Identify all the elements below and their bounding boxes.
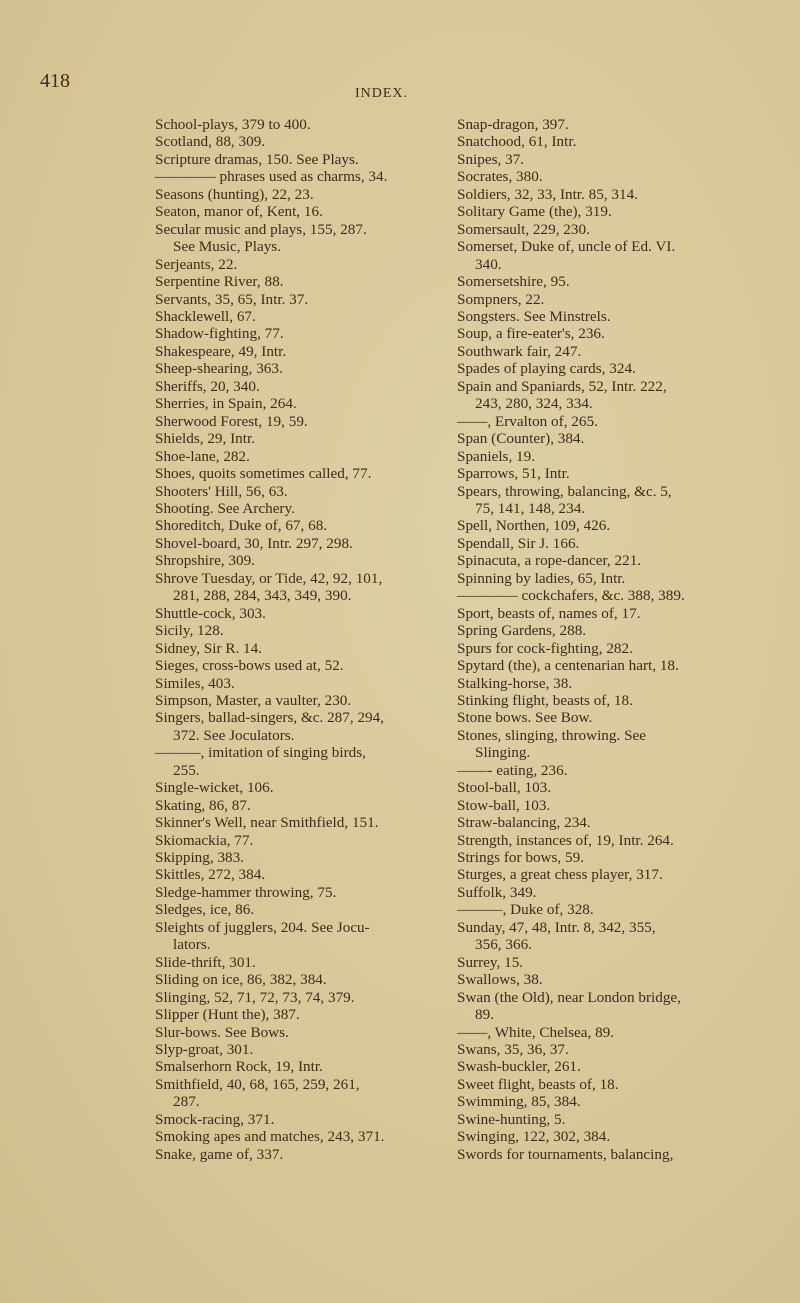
index-entry-line: Scripture dramas, 150. See Plays. — [155, 150, 359, 168]
index-entry-line: Soldiers, 32, 33, Intr. 85, 314. — [457, 185, 638, 203]
index-entry-line: Shrove Tuesday, or Tide, 42, 92, 101, — [155, 569, 383, 587]
index-entry-line: Shovel-board, 30, Intr. 297, 298. — [155, 534, 353, 552]
index-entry-line: Secular music and plays, 155, 287. — [155, 220, 367, 238]
index-column-left — [155, 116, 455, 1163]
index-entry-line: Seaton, manor of, Kent, 16. — [155, 203, 323, 221]
index-entry-line: 75, 141, 148, 234. — [475, 499, 586, 517]
index-entry-line: Smoking apes and matches, 243, 371. — [155, 1128, 385, 1146]
index-entry-line: Sompners, 22. — [457, 290, 545, 308]
index-entry-line: Sparrows, 51, Intr. — [457, 465, 570, 483]
index-entry-line: Shooters' Hill, 56, 63. — [155, 482, 288, 500]
index-entry-line: Soup, a fire-eater's, 236. — [457, 325, 605, 343]
index-entry-line: Sidney, Sir R. 14. — [155, 639, 263, 657]
index-entry-line: Sliding on ice, 86, 382, 384. — [155, 971, 327, 989]
index-entry-line: ——, White, Chelsea, 89. — [457, 1023, 615, 1041]
index-entry-line: Shakespeare, 49, Intr. — [155, 342, 287, 360]
index-entry-line: Sweet flight, beasts of, 18. — [457, 1075, 619, 1093]
index-entry-line: Slyp-groat, 301. — [155, 1041, 254, 1059]
index-entry-line: Sledges, ice, 86. — [155, 901, 255, 919]
index-entry-line: 340. — [475, 255, 502, 273]
index-entry-line: Smithfield, 40, 68, 165, 259, 261, — [155, 1075, 360, 1093]
index-entry-line: Swans, 35, 36, 37. — [457, 1041, 569, 1059]
index-entry-line: Sledge-hammer throwing, 75. — [155, 883, 337, 901]
index-entry-line: Sport, beasts of, names of, 17. — [457, 604, 641, 622]
index-entry-line: Sheriffs, 20, 340. — [155, 377, 260, 395]
index-entry-line: Swine-hunting, 5. — [457, 1110, 566, 1128]
index-entry-line: Spytard (the), a centenarian hart, 18. — [457, 657, 679, 675]
index-entry-line: 255. — [173, 761, 200, 779]
index-entry-line: Snake, game of, 337. — [155, 1145, 284, 1163]
index-entry-line: Similes, 403. — [155, 674, 235, 692]
index-entry-line: Singers, ballad-singers, &c. 287, 294, — [155, 709, 385, 727]
index-entry-line: Shields, 29, Intr. — [155, 430, 255, 448]
index-entry-line: Spinning by ladies, 65, Intr. — [457, 569, 626, 587]
index-entry-line: Snatchood, 61, Intr. — [457, 133, 577, 151]
index-entry-line: Somersetshire, 95. — [457, 273, 570, 291]
index-entry-line: Solitary Game (the), 319. — [457, 203, 612, 221]
index-entry-line: Sherwood Forest, 19, 59. — [155, 412, 308, 430]
index-entry-line: Spinacuta, a rope-dancer, 221. — [457, 552, 642, 570]
index-entry-line: Shooting. See Archery. — [155, 499, 295, 517]
index-entry-line: Swinging, 122, 302, 384. — [457, 1128, 611, 1146]
index-entry-line: 356, 366. — [475, 936, 532, 954]
index-entry-line: Stool-ball, 103. — [457, 779, 552, 797]
index-entry-line: Skittles, 272, 384. — [155, 866, 266, 884]
index-entry-line: ———— phrases used as charms, 34. — [155, 168, 388, 186]
index-entry-line: 243, 280, 324, 334. — [475, 395, 593, 413]
index-entry-line: Spell, Northen, 109, 426. — [457, 517, 611, 535]
index-entry-line: Sieges, cross-bows used at, 52. — [155, 657, 344, 675]
index-entry-line: School-plays, 379 to 400. — [155, 116, 311, 133]
index-entry-line: Sleights of jugglers, 204. See Jocu- — [155, 918, 370, 936]
index-entry-line: Single-wicket, 106. — [155, 779, 274, 797]
index-entry-line: Strings for bows, 59. — [457, 849, 584, 867]
index-entry-line: 281, 288, 284, 343, 349, 390. — [173, 587, 352, 605]
index-entry-line: Slipper (Hunt the), 387. — [155, 1006, 300, 1024]
index-entry-line: Shropshire, 309. — [155, 552, 255, 570]
index-entry-line: Sunday, 47, 48, Intr. 8, 342, 355, — [457, 918, 656, 936]
index-entry-line: Shacklewell, 67. — [155, 307, 256, 325]
index-entry-line: Swallows, 38. — [457, 971, 543, 989]
index-entry-line: Somersault, 229, 230. — [457, 220, 590, 238]
index-entry-line: Songsters. See Minstrels. — [457, 307, 611, 325]
index-entry-line: 372. See Joculators. — [173, 726, 295, 744]
index-entry-line: Swimming, 85, 384. — [457, 1093, 581, 1111]
index-entry-line: Shuttle-cock, 303. — [155, 604, 266, 622]
index-entry-line: Somerset, Duke of, uncle of Ed. VI. — [457, 238, 676, 256]
index-entry-line: Spades of playing cards, 324. — [457, 360, 636, 378]
index-entry-line: ———, imitation of singing birds, — [155, 744, 366, 762]
index-entry-line: Swords for tournaments, balancing, — [457, 1145, 674, 1163]
index-entry-line: Suffolk, 349. — [457, 883, 537, 901]
page-number: 418 — [40, 70, 70, 92]
index-entry-line: Seasons (hunting), 22, 23. — [155, 185, 314, 203]
index-entry-line: Snipes, 37. — [457, 150, 525, 168]
index-entry-line: Skinner's Well, near Smithfield, 151. — [155, 814, 379, 832]
index-entry-line: Serpentine River, 88. — [155, 273, 284, 291]
index-column-right — [457, 116, 777, 1163]
index-entry-line: Servants, 35, 65, Intr. 37. — [155, 290, 309, 308]
index-entry-line: Southwark fair, 247. — [457, 342, 582, 360]
index-entry-line: ——- eating, 236. — [457, 761, 568, 779]
index-entry-line: Skiomackia, 77. — [155, 831, 254, 849]
index-entry-line: Straw-balancing, 234. — [457, 814, 591, 832]
index-entry-line: Scotland, 88, 309. — [155, 133, 266, 151]
index-entry-line: Serjeants, 22. — [155, 255, 238, 273]
index-entry-line: Shadow-fighting, 77. — [155, 325, 284, 343]
index-entry-line: Spring Gardens, 288. — [457, 622, 587, 640]
index-entry-line: ——, Ervalton of, 265. — [457, 412, 598, 430]
index-entry-line: Skipping, 383. — [155, 849, 245, 867]
index-entry-line: Snap-dragon, 397. — [457, 116, 569, 133]
index-entry-line: Smock-racing, 371. — [155, 1110, 275, 1128]
index-entry-line: Swan (the Old), near London bridge, — [457, 988, 681, 1006]
index-entry-line: Stones, slinging, throwing. See — [457, 726, 646, 744]
index-entry-line: Slinging. — [475, 744, 531, 762]
index-entry-line: Sherries, in Spain, 264. — [155, 395, 297, 413]
index-entry-line: Slur-bows. See Bows. — [155, 1023, 289, 1041]
index-entry-line: Stalking-horse, 38. — [457, 674, 573, 692]
index-entry-line: Sheep-shearing, 363. — [155, 360, 283, 378]
index-entry-line: Strength, instances of, 19, Intr. 264. — [457, 831, 674, 849]
index-entry-line: Sturges, a great chess player, 317. — [457, 866, 663, 884]
index-entry-line: Skating, 86, 87. — [155, 796, 251, 814]
index-entry-line: Shoe-lane, 282. — [155, 447, 250, 465]
index-entry-line: Stow-ball, 103. — [457, 796, 551, 814]
index-entry-line: lators. — [173, 936, 211, 954]
index-entry-line: Stinking flight, beasts of, 18. — [457, 691, 633, 709]
index-entry-line: ———, Duke of, 328. — [457, 901, 594, 919]
index-entry-line: Stone bows. See Bow. — [457, 709, 593, 727]
index-entry-line: Shoes, quoits sometimes called, 77. — [155, 465, 372, 483]
index-entry-line: 89. — [475, 1006, 494, 1024]
index-entry-line: Shoreditch, Duke of, 67, 68. — [155, 517, 328, 535]
index-entry-line: Socrates, 380. — [457, 168, 543, 186]
index-entry-line: Spendall, Sir J. 166. — [457, 534, 580, 552]
running-head: INDEX. — [355, 86, 409, 101]
index-entry-line: Span (Counter), 384. — [457, 430, 585, 448]
index-entry-line: Surrey, 15. — [457, 953, 524, 971]
index-entry-line: Smalserhorn Rock, 19, Intr. — [155, 1058, 323, 1076]
index-entry-line: Spain and Spaniards, 52, Intr. 222, — [457, 377, 667, 395]
index-entry-line: Slide-thrift, 301. — [155, 953, 256, 971]
index-entry-line: 287. — [173, 1093, 200, 1111]
index-entry-line: See Music, Plays. — [173, 238, 281, 256]
index-entry-line: Simpson, Master, a vaulter, 230. — [155, 691, 352, 709]
index-entry-line: Slinging, 52, 71, 72, 73, 74, 379. — [155, 988, 355, 1006]
index-entry-line: Sicily, 128. — [155, 622, 224, 640]
index-entry-line: Spaniels, 19. — [457, 447, 536, 465]
index-entry-line: ———— cockchafers, &c. 388, 389. — [457, 587, 685, 605]
index-entry-line: Spears, throwing, balancing, &c. 5, — [457, 482, 672, 500]
index-entry-line: Spurs for cock-fighting, 282. — [457, 639, 633, 657]
index-entry-line: Swash-buckler, 261. — [457, 1058, 581, 1076]
